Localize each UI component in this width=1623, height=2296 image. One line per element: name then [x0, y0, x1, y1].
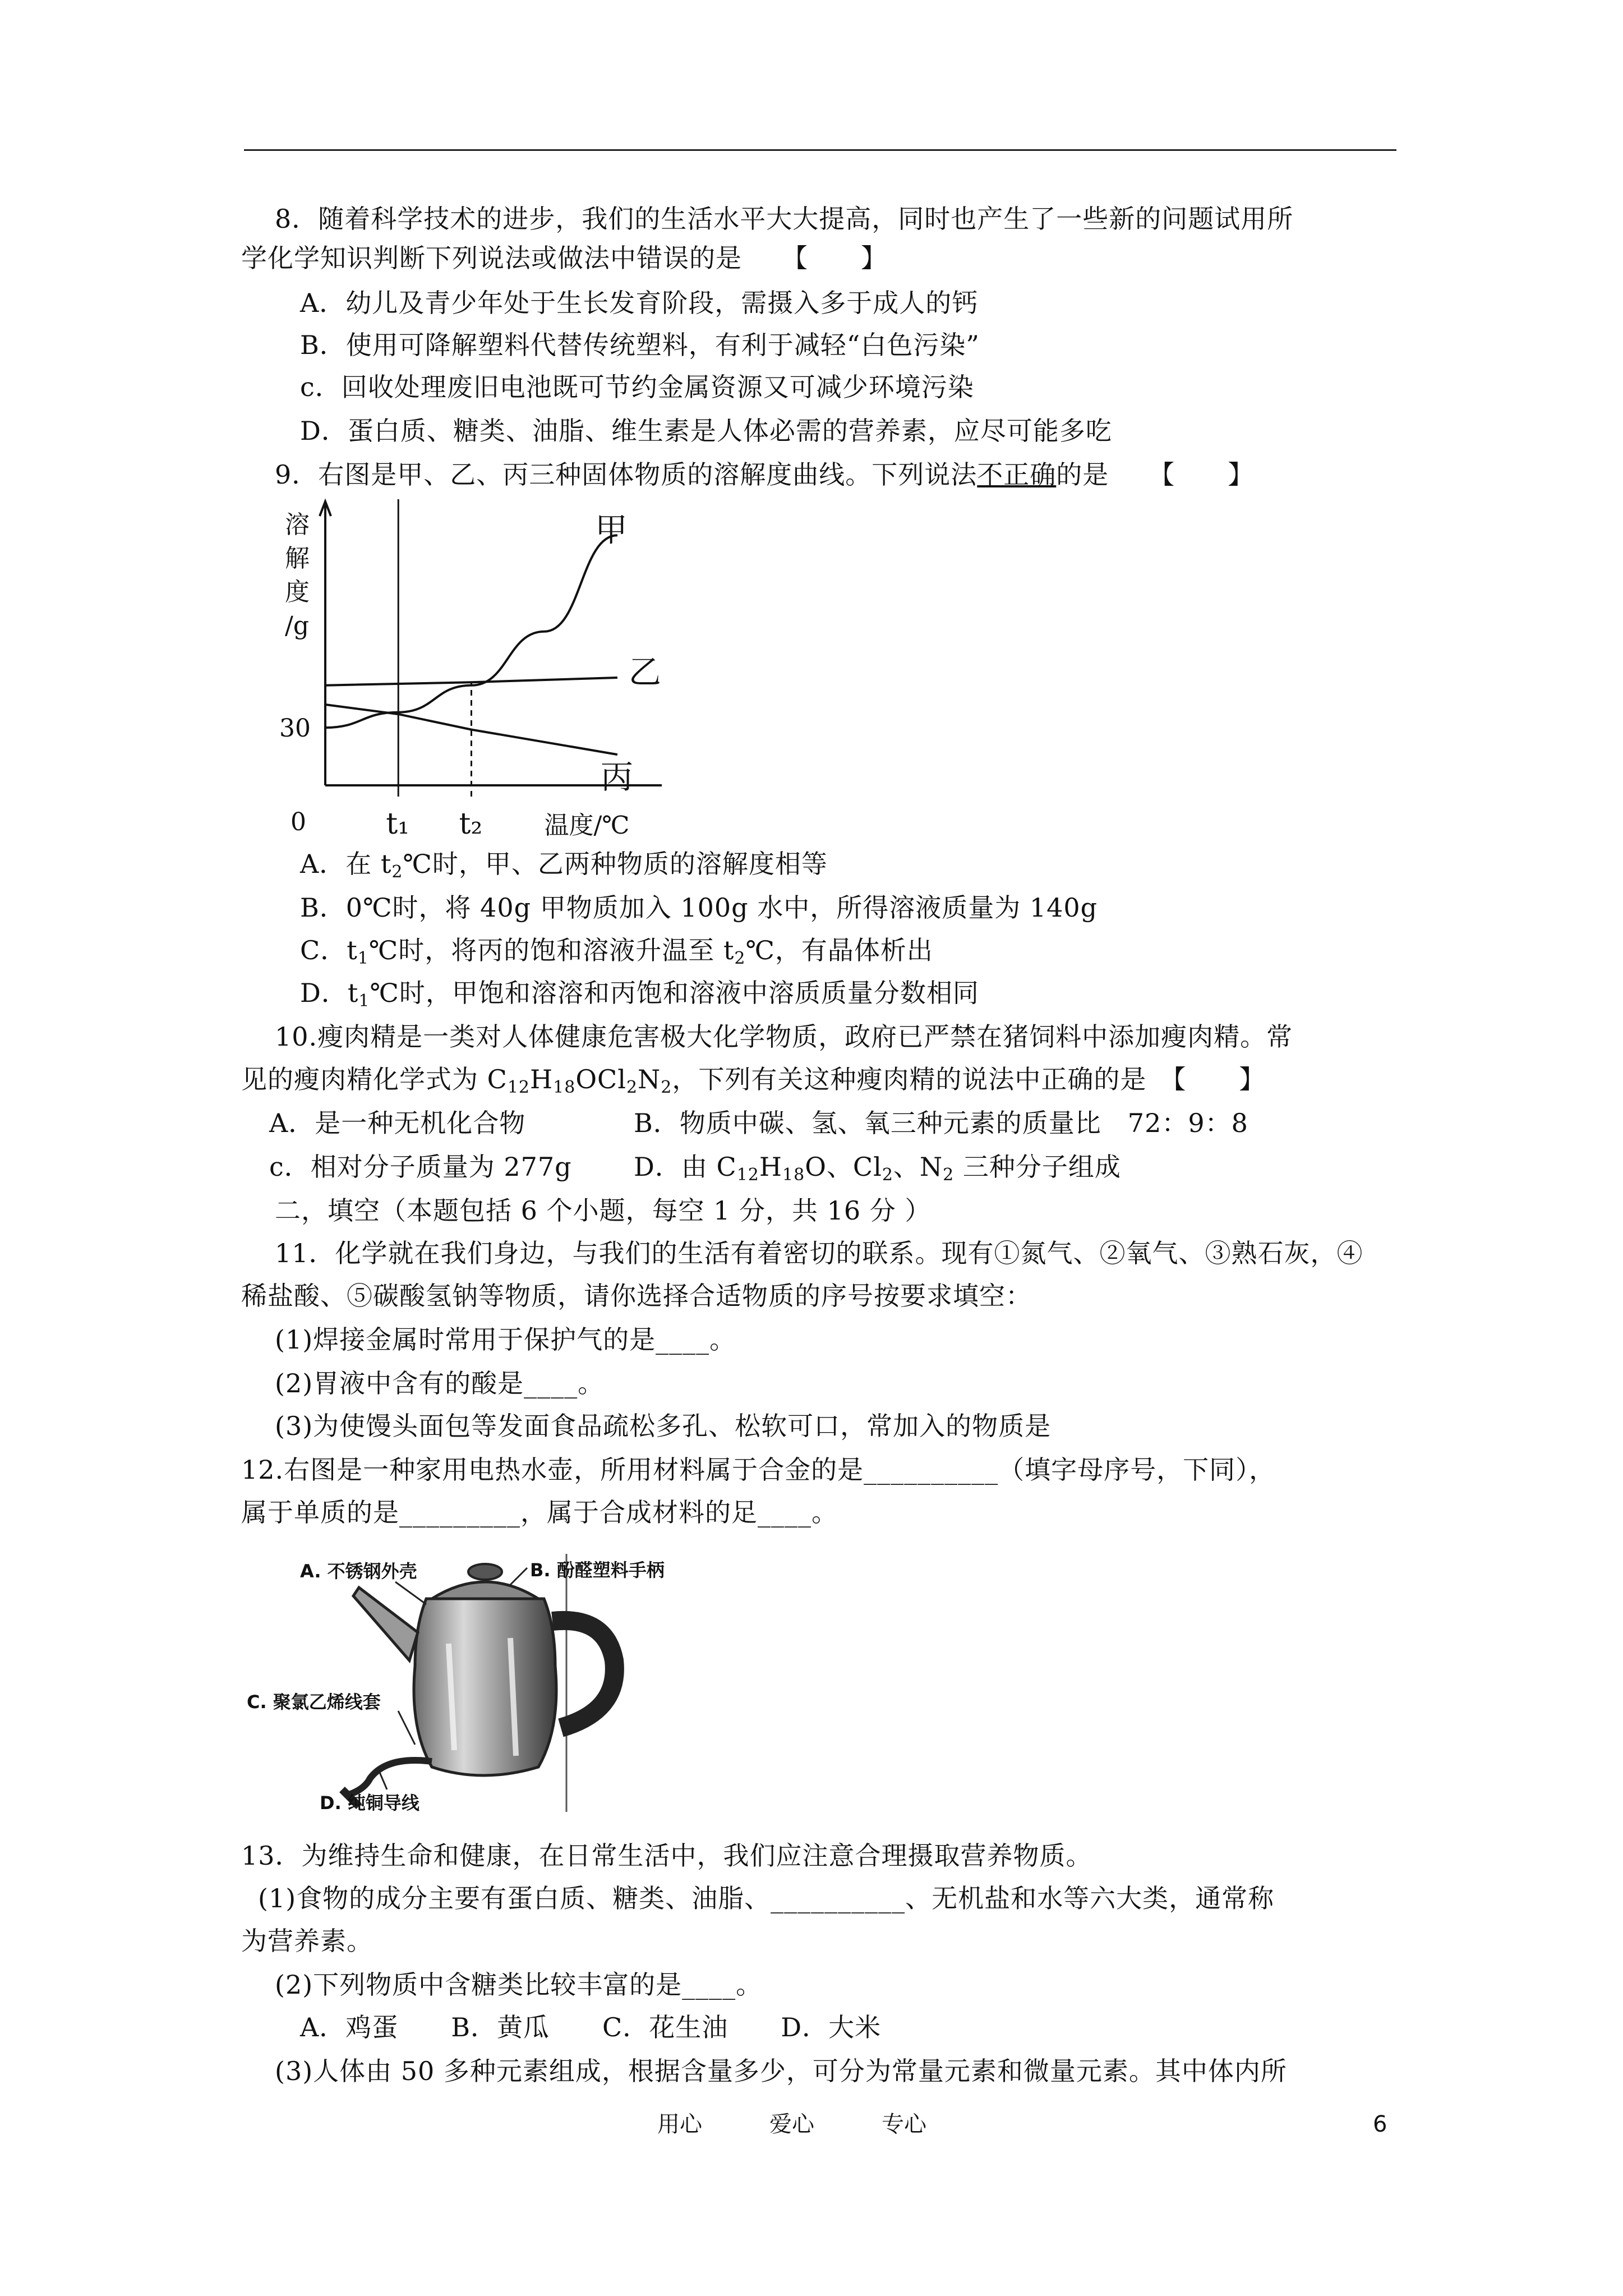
q9-stem-underlined: 不正确 — [977, 459, 1057, 490]
q9-stem-pre: 9．右图是甲、乙、丙三种固体物质的溶解度曲线。下列说法 — [275, 459, 978, 490]
q11-line1: 11．化学就在我们身边，与我们的生活有着密切的联系。现有①氮气、②氧气、③熟石灰，④ — [275, 1238, 1363, 1268]
q10-formula-h: 18 — [553, 1078, 576, 1097]
q10-d-h: H — [759, 1152, 783, 1182]
q10-d-n: 、N — [893, 1152, 943, 1182]
origin-label: 0 — [291, 808, 306, 836]
q8-option-d: D．蛋白质、糖类、油脂、维生素是人体必需的营养素，应尽可能多吃 — [300, 416, 1112, 446]
q11-sub3: (3)为使馒头面包等发面食品疏松多孔、松软可口，常加入的物质是 — [275, 1411, 1052, 1441]
header-rule — [244, 149, 1396, 151]
q13-sub1-line2: 为营养素。 — [241, 1926, 373, 1956]
q10-line2-post: ，下列有关这种瘦肉精的说法中正确的是 【 】 — [672, 1064, 1266, 1094]
kettle-label-a: A. 不锈钢外壳 — [300, 1561, 417, 1582]
series-label-yi: 乙 — [628, 653, 661, 691]
x-axis-label: 温度/℃ — [544, 811, 630, 840]
q10-d-hs: 18 — [782, 1165, 805, 1185]
series-label-bing: 丙 — [600, 758, 633, 797]
q11-sub1: (1)焊接金属时常用于保护气的是____。 — [275, 1324, 736, 1355]
q12-line1: 12.右图是一种家用电热水壶，所用材料属于合金的是__________（填字母序号，下同）， — [241, 1455, 1276, 1485]
q9-option-a — [300, 847, 828, 881]
q10-d-pre: D．由 C — [634, 1152, 737, 1182]
q9-c-mid: ℃时，将丙的饱和溶液升温至 t — [368, 935, 735, 965]
q13-sub3: (3)人体由 50 多种元素组成，根据含量多少，可分为常量元素和微量元素。其中体内所 — [275, 2056, 1287, 2086]
kettle-figure — [247, 1543, 707, 1823]
q8-stem-line1: 8．随着科学技术的进步，我们的生活水平大大提高，同时也产生了一些新的问题试用所 — [275, 204, 1294, 234]
q10-formula-n-label: N — [638, 1064, 661, 1094]
series-label-jia: 甲 — [594, 510, 628, 549]
q10-option-b: B．物质中碳、氢、氧三种元素的质量比 72：9：8 — [634, 1108, 1248, 1138]
y-axis-label-char-4: /g — [285, 611, 309, 640]
q9-option-c — [300, 933, 933, 967]
q8-stem-line2: 学化学知识判断下列说法或做法中错误的是 【 】 — [241, 243, 887, 273]
q9-c-sub2: 2 — [734, 949, 746, 968]
kettle-label-c: C. 聚氯乙烯线套 — [247, 1691, 381, 1713]
q10-line2 — [241, 1062, 1265, 1096]
q9-a-sub: 2 — [391, 862, 403, 882]
q10-option-a: A．是一种无机化合物 — [269, 1108, 526, 1138]
y-axis-label-char-2: 解 — [285, 544, 310, 573]
page-number: 6 — [1373, 2111, 1387, 2137]
y-tick-label-30: 30 — [279, 714, 311, 743]
footer-motto-1: 用心 — [657, 2111, 702, 2137]
q9-stem — [275, 458, 1254, 491]
q13-sub2-options: A．鸡蛋 B．黄瓜 C．花生油 D．大米 — [300, 2012, 882, 2042]
q10-d-cl: 2 — [882, 1165, 893, 1185]
footer-motto-3: 专心 — [882, 2111, 926, 2137]
q10-formula-rest: OCl — [575, 1064, 626, 1094]
x-tick-label-t2: t₂ — [459, 807, 483, 841]
q8-option-b: B．使用可降解塑料代替传统塑料，有利于减轻“白色污染” — [300, 330, 980, 360]
q9-option-d — [300, 976, 979, 1010]
q13-line1: 13．为维持生命和健康，在日常生活中，我们应注意合理摄取营养物质。 — [241, 1841, 1092, 1871]
q10-option-d — [634, 1150, 1121, 1184]
q10-formula-n: 2 — [661, 1078, 672, 1097]
series-line-1 — [325, 535, 617, 728]
q10-d-post: 三种分子组成 — [954, 1152, 1121, 1182]
q12-line2: 属于单质的是_________，属于合成材料的足____。 — [241, 1497, 838, 1527]
q10-formula-c: 12 — [507, 1078, 531, 1097]
q13-sub1-line1: (1)食物的成分主要有蛋白质、糖类、油脂、__________、无机盐和水等六大类，通常称 — [258, 1883, 1275, 1913]
q11-sub2: (2)胃液中含有的酸是____。 — [275, 1368, 605, 1398]
q9-d-pre: D．t — [300, 978, 359, 1008]
q9-c-pre: C．t — [300, 935, 358, 965]
solubility-chart — [275, 494, 667, 847]
kettle-label-d: D. 纯铜导线 — [320, 1792, 419, 1814]
q13-sub2: (2)下列物质中含糖类比较丰富的是____。 — [275, 1970, 763, 2000]
q10-formula-h-label: H — [530, 1064, 554, 1094]
q10-d-ns: 2 — [943, 1165, 955, 1185]
q9-a-pre: A．在 t — [300, 849, 392, 879]
q9-a-post: ℃时，甲、乙两种物质的溶解度相等 — [403, 849, 828, 879]
kettle-label-b: B. 酚醛塑料手柄 — [530, 1559, 665, 1581]
q10-option-c: c．相对分子质量为 277g — [269, 1152, 572, 1182]
q9-d-sub: 1 — [358, 991, 370, 1011]
q10-d-c: 12 — [736, 1165, 759, 1185]
y-axis-label-char-3: 度 — [285, 578, 310, 606]
q10-d-o: O、Cl — [805, 1152, 882, 1182]
q9-d-post: ℃时，甲饱和溶溶和丙饱和溶液中溶质质量分数相同 — [370, 978, 979, 1008]
y-axis-label-char-1: 溶 — [285, 510, 310, 539]
footer-motto-2: 爱心 — [769, 2111, 814, 2137]
q9-c-post: ℃，有晶体析出 — [745, 935, 933, 965]
q10-line2-pre: 见的瘦肉精化学式为 C — [241, 1064, 508, 1094]
section-2-heading: 二，填空（本题包括 6 个小题，每空 1 分，共 16 分 ） — [275, 1195, 932, 1226]
q10-formula-cl: 2 — [626, 1078, 638, 1097]
q9-option-b: B．0℃时，将 40g 甲物质加入 100g 水中，所得溶液质量为 140g — [300, 892, 1098, 923]
x-tick-label-t1: t₁ — [386, 807, 409, 841]
q11-line2: 稀盐酸、⑤碳酸氢钠等物质，请你选择合适物质的序号按要求填空： — [241, 1281, 1032, 1311]
q8-option-a: A．幼儿及青少年处于生长发育阶段，需摄入多于成人的钙 — [300, 288, 979, 318]
q8-option-c: c．回收处理废旧电池既可节约金属资源又可减少环境污染 — [300, 372, 974, 402]
q10-line1: 10.瘦肉精是一类对人体健康危害极大化学物质，政府已严禁在猪饲料中添加瘦肉精。常 — [275, 1022, 1293, 1052]
q9-stem-post: 的是 【 】 — [1056, 459, 1255, 490]
q9-c-sub1: 1 — [357, 949, 369, 968]
